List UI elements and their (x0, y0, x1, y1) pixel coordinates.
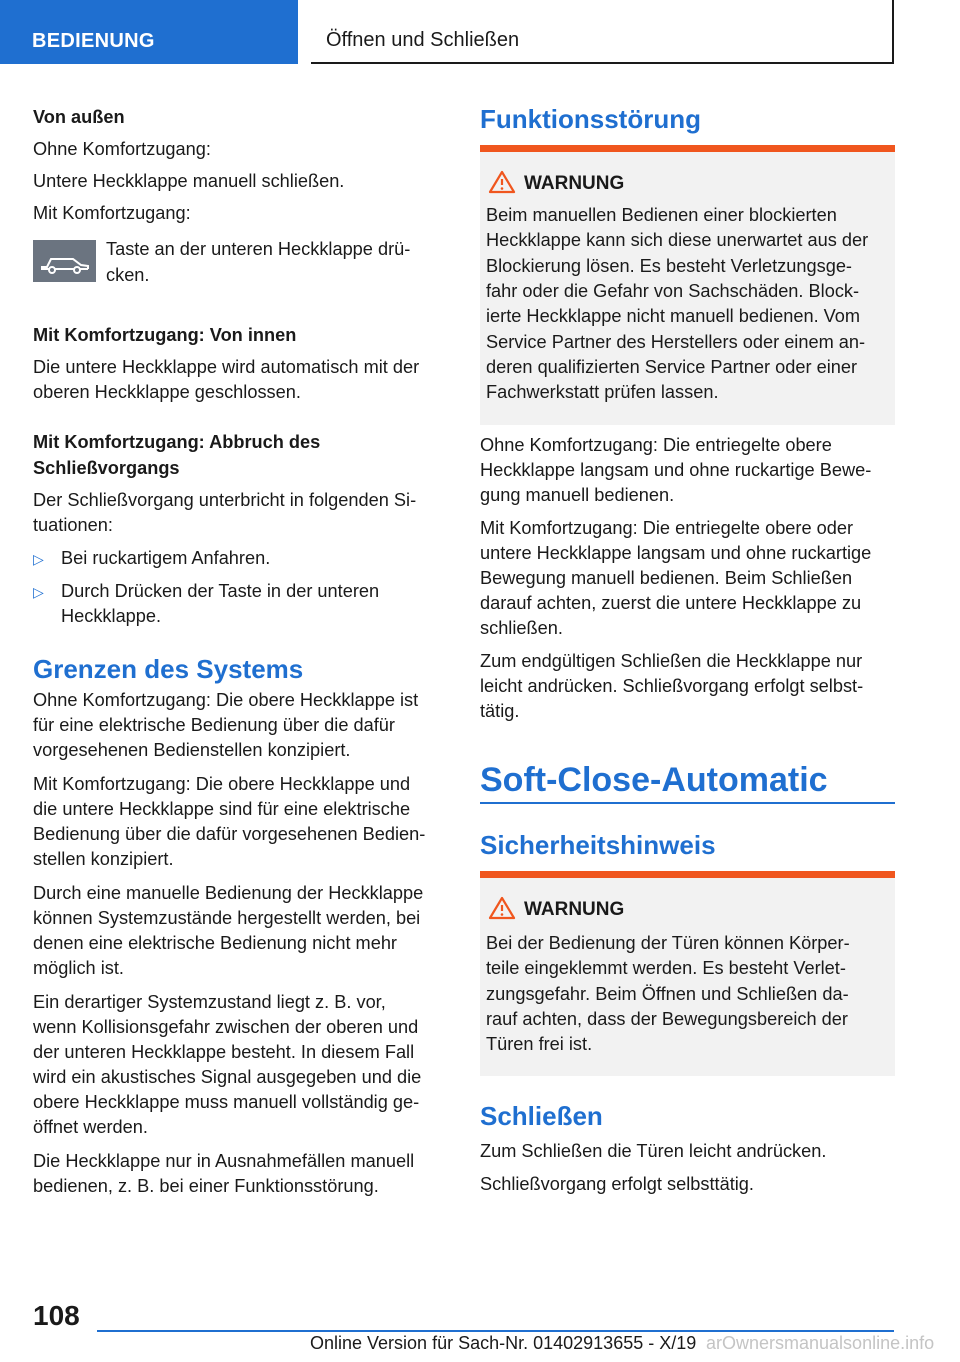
section-rule (480, 802, 895, 804)
text-line: für eine elektrische Bedienung über die dafür (33, 715, 395, 735)
text-line: Bewegung manuell bedienen. Beim Schließen (480, 568, 853, 588)
page-number: 108 (33, 1300, 80, 1331)
warning-line: zungsgefahr. Beim Öffnen und Schließen da- (486, 983, 849, 1004)
heading-von-innen: Mit Komfortzugang: Von innen (33, 325, 297, 345)
header-section-label: BEDIENUNG (32, 30, 155, 52)
text-line: die untere Heckklappe sind für eine elektrische (33, 799, 411, 819)
text-line: Mit Komfortzugang: Die obere Heckklappe und (33, 774, 411, 794)
text-line: schließen. (480, 618, 563, 638)
text-line: Mit Komfortzugang: Die entriegelte obere oder (480, 518, 854, 538)
text-button-line1: Taste an der unteren Heckklappe drü- (106, 239, 411, 259)
text-line: stellen konzipiert. (33, 849, 174, 869)
text-line: wird ein akustisches Signal ausgegeben und die (33, 1067, 422, 1087)
heading-abbruch-line1: Mit Komfortzugang: Abbruch des (33, 432, 321, 452)
text-closing-line2: Schließvorgang erfolgt selbsttätig. (480, 1174, 754, 1194)
warning-line: teile eingeklemmt werden. Es besteht Verlet- (486, 958, 846, 979)
text-line: leicht andrücken. Schließvorgang erfolgt selbst- (480, 676, 864, 696)
bullet-triangle-icon: ▷ (33, 551, 44, 567)
text-abort-line1: Der Schließvorgang unterbricht in folgenden Si- (33, 490, 417, 510)
warning-bar (480, 871, 895, 878)
warning-triangle-icon (488, 170, 516, 194)
watermark: arOwnersmanualsonline.info (706, 1333, 935, 1353)
warning-line: ierte Heckklappe nicht manuell bedienen. Vom (486, 306, 861, 327)
warning-line: Heckklappe kann sich diese unerwartet aus der (486, 230, 869, 251)
text-line: öffnet werden. (33, 1117, 148, 1137)
heading-funktionsstoerung: Funktionsstörung (480, 104, 701, 134)
text-line: Durch eine manuelle Bedienung der Heckklappe (33, 883, 424, 903)
heading-von-aussen: Von außen (33, 107, 125, 127)
text-line: Ein derartiger Systemzustand liegt z. B. vor, (33, 992, 386, 1012)
header-chapter-box (311, 0, 894, 64)
text-inside-line2: oberen Heckklappe geschlossen. (33, 382, 301, 402)
text-close-manual: Untere Heckklappe manuell schließen. (33, 171, 345, 191)
heading-sicherheitshinweis: Sicherheitshinweis (480, 830, 716, 860)
warning-line: Türen frei ist. (486, 1034, 593, 1055)
heading-abbruch-line2: Schließvorgangs (33, 458, 180, 478)
text-inside-line1: Die untere Heckklappe wird automatisch mit der (33, 357, 420, 377)
heading-schliessen: Schließen (480, 1101, 603, 1131)
list-item: ▷ Durch Drücken der Taste in der unteren Heckklappe. (33, 581, 380, 626)
warning-bar (480, 145, 895, 152)
text-line: Bedienung über die dafür vorgesehenen Bedien- (33, 824, 426, 844)
warning-line: Blockierung lösen. Es besteht Verletzungsge- (486, 255, 852, 276)
warning-line: fahr oder die Gefahr von Sachschäden. Block- (486, 280, 860, 301)
text-line: der unteren Heckklappe besteht. In diesem Fall (33, 1042, 415, 1062)
footer-rule (97, 1330, 894, 1332)
heading-soft-close: Soft-Close-Automatic (480, 761, 828, 799)
warning-title: WARNUNG (524, 899, 625, 920)
text-line: möglich ist. (33, 958, 124, 978)
text-line: darauf achten, zuerst die untere Heckklappe zu (480, 593, 862, 613)
text-abort-line2: tuationen: (33, 515, 113, 535)
text-line: Ohne Komfortzugang: Die entriegelte obere (480, 435, 832, 455)
warning-line: Fachwerkstatt prüfen lassen. (486, 382, 719, 403)
text-line: gung manuell bedienen. (480, 485, 675, 505)
text-button-line2: cken. (106, 265, 150, 285)
warning-line: Service Partner des Herstellers oder einem an- (486, 331, 866, 352)
text-line: Die Heckklappe nur in Ausnahmefällen manuell (33, 1151, 415, 1171)
warning-title: WARNUNG (524, 173, 625, 194)
header-chapter-label: Öffnen und Schließen (326, 29, 520, 51)
list-item: ▷ Bei ruckartigem Anfahren. (33, 546, 443, 572)
text-line: Ohne Komfortzugang: Die obere Heckklappe ist (33, 690, 419, 710)
footer-online-version: Online Version für Sach-Nr. 01402913655 - X/19 (310, 1333, 697, 1353)
text-line: obere Heckklappe muss manuell vollständig ge- (33, 1092, 420, 1112)
heading-grenzen: Grenzen des Systems (33, 654, 304, 684)
text-line: denen eine elektrische Bedienung nicht mehr (33, 933, 397, 953)
warning-triangle-icon (488, 896, 516, 920)
text-line: tätig. (480, 701, 520, 721)
bullet-triangle-icon: ▷ (33, 584, 44, 600)
warning-box-2 (480, 871, 895, 1076)
warning-line: Beim manuellen Bedienen einer blockierten (486, 205, 837, 225)
text-with-comfort: Mit Komfortzugang: (33, 203, 191, 223)
text-line: Zum endgültigen Schließen die Heckklappe nur (480, 651, 863, 671)
warning-line: rauf achten, dass der Bewegungsbereich der (486, 1008, 848, 1029)
text-line: bedienen, z. B. bei einer Funktionsstörung. (33, 1176, 379, 1196)
text-closing-line1: Zum Schließen die Türen leicht andrücken. (480, 1141, 827, 1161)
warning-box-1 (480, 145, 895, 425)
warning-line: deren qualifizierten Service Partner oder einer (486, 356, 858, 377)
text-line: wenn Kollisionsgefahr zwischen der oberen und (33, 1017, 419, 1037)
text-line: vorgesehenen Bedienstellen konzipiert. (33, 740, 351, 760)
tailgate-button-icon (33, 240, 96, 282)
text-line: Heckklappe langsam und ohne ruckartige Bewe- (480, 460, 872, 480)
header-section-tab (0, 0, 298, 64)
text-line: untere Heckklappe langsam und ohne ruckartige (480, 543, 872, 563)
warning-line: Bei der Bedienung der Türen können Körper- (486, 933, 850, 953)
text-no-comfort: Ohne Komfortzugang: (33, 139, 211, 159)
text-line: können Systemzustände hergestellt werden, bei (33, 908, 421, 928)
